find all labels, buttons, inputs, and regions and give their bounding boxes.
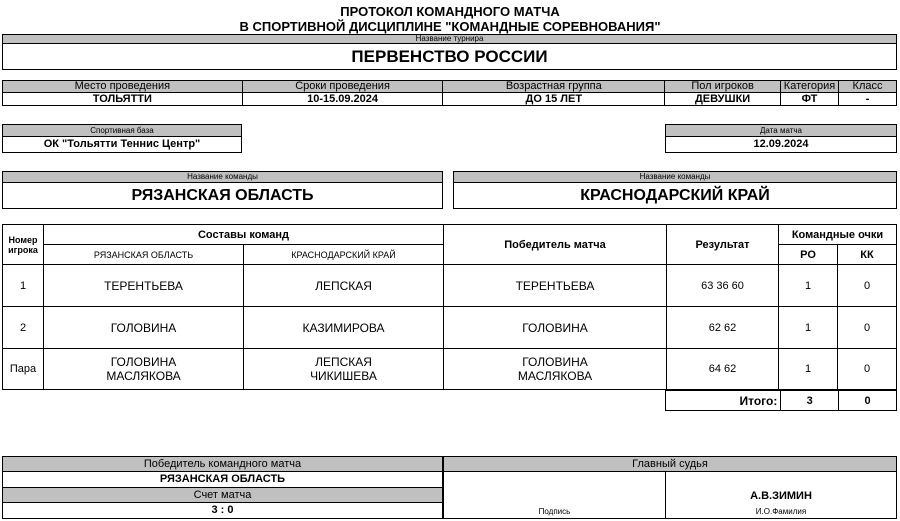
base-label: Спортивная база	[2, 124, 242, 137]
age-value: ДО 15 ЛЕТ	[443, 93, 665, 106]
team1-player-1: ГОЛОВИНА	[110, 355, 177, 369]
category-value: ФТ	[781, 93, 839, 106]
category-label: Категория	[781, 81, 839, 93]
base-value: ОК "Тольятти Теннис Центр"	[2, 136, 242, 153]
age-label: Возрастная группа	[443, 81, 665, 93]
winner-header: Победитель матча	[444, 225, 667, 265]
match-winner	[444, 349, 667, 390]
match-winner-2: МАСЛЯКОВА	[517, 369, 593, 383]
team-right-name: КРАСНОДАРСКИЙ КРАЙ	[453, 182, 897, 209]
ro-points: 1	[779, 307, 838, 349]
dates-value: 10-15.09.2024	[242, 93, 443, 106]
result-header: Результат	[667, 225, 779, 265]
row-number: Пара	[3, 349, 44, 390]
team-left-label: Название команды	[2, 171, 443, 183]
match-result: 64 62	[667, 349, 779, 390]
kk-points: 0	[838, 307, 897, 349]
tournament-label: Название турнира	[2, 34, 897, 44]
row-number: 2	[3, 307, 44, 349]
table-row	[3, 307, 897, 349]
tournament-name: ПЕРВЕНСТВО РОССИИ	[2, 43, 897, 70]
team2-player-1: ЛЕПСКАЯ	[315, 355, 372, 369]
points-header: Командные очки	[779, 225, 897, 245]
match-result: 62 62	[667, 307, 779, 349]
gender-label: Пол игроков	[665, 81, 781, 93]
team-winner-label: Победитель командного матча	[2, 456, 443, 472]
match-winner-1: ГОЛОВИНА	[522, 355, 588, 369]
score-value: 3 : 0	[2, 502, 443, 519]
team2-player	[244, 349, 444, 390]
kk-points: 0	[838, 349, 897, 390]
judge-name-label: И.О.Фамилия	[755, 507, 807, 516]
team1-player: ГОЛОВИНА	[44, 307, 244, 349]
row-number: 1	[3, 265, 44, 307]
team-right-label: Название команды	[453, 171, 897, 183]
match-winner: ТЕРЕНТЬЕВА	[444, 265, 667, 307]
team2-player: КАЗИМИРОВА	[244, 307, 444, 349]
class-label: Класс	[839, 81, 897, 93]
team-left-name: РЯЗАНСКАЯ ОБЛАСТЬ	[2, 182, 443, 209]
match-result: 63 36 60	[667, 265, 779, 307]
chief-judge-label: Главный судья	[443, 456, 897, 472]
judge-name-box	[665, 471, 897, 519]
kk-points: 0	[838, 265, 897, 307]
match-date-value: 12.09.2024	[665, 136, 897, 153]
player-number-header: Номер игрока	[3, 225, 44, 265]
match-table	[2, 224, 897, 390]
venue-value: ТОЛЬЯТТИ	[3, 93, 243, 106]
title-line-2: В СПОРТИВНОЙ ДИСЦИПЛИНЕ "КОМАНДНЫЕ СОРЕВНОВАНИЯ"	[239, 19, 661, 34]
match-date-label: Дата матча	[665, 124, 897, 137]
judge-name: А.В.ЗИМИН	[750, 490, 812, 502]
signature-box	[443, 471, 666, 519]
dates-label: Сроки проведения	[242, 81, 443, 93]
total-kk: 0	[839, 391, 897, 411]
team1-player-2: МАСЛЯКОВА	[106, 369, 181, 383]
ro-points: 1	[779, 349, 838, 390]
kk-header: КК	[838, 245, 897, 265]
document-title	[0, 4, 900, 34]
total-ro: 3	[781, 391, 839, 411]
team1-player	[44, 349, 244, 390]
title-line-1: ПРОТОКОЛ КОМАНДНОГО МАТЧА	[340, 4, 560, 19]
team2-player-2: ЧИКИШЕВА	[310, 369, 377, 383]
table-row	[3, 265, 897, 307]
match-winner: ГОЛОВИНА	[444, 307, 667, 349]
ro-header: РО	[779, 245, 838, 265]
info-table	[2, 80, 897, 106]
team1-column-header: РЯЗАНСКАЯ ОБЛАСТЬ	[44, 245, 244, 265]
signature-label: Подпись	[538, 507, 571, 516]
team1-player: ТЕРЕНТЬЕВА	[44, 265, 244, 307]
team2-player: ЛЕПСКАЯ	[244, 265, 444, 307]
team-winner-value: РЯЗАНСКАЯ ОБЛАСТЬ	[2, 471, 443, 488]
gender-value: ДЕВУШКИ	[665, 93, 781, 106]
table-row	[3, 349, 897, 390]
team2-column-header: КРАСНОДАРСКИЙ КРАЙ	[244, 245, 444, 265]
rosters-header: Составы команд	[44, 225, 444, 245]
score-label: Счет матча	[2, 487, 443, 503]
ro-points: 1	[779, 265, 838, 307]
class-value: -	[839, 93, 897, 106]
totals-table	[665, 390, 897, 411]
venue-label: Место проведения	[3, 81, 243, 93]
total-label: Итого:	[666, 391, 781, 411]
